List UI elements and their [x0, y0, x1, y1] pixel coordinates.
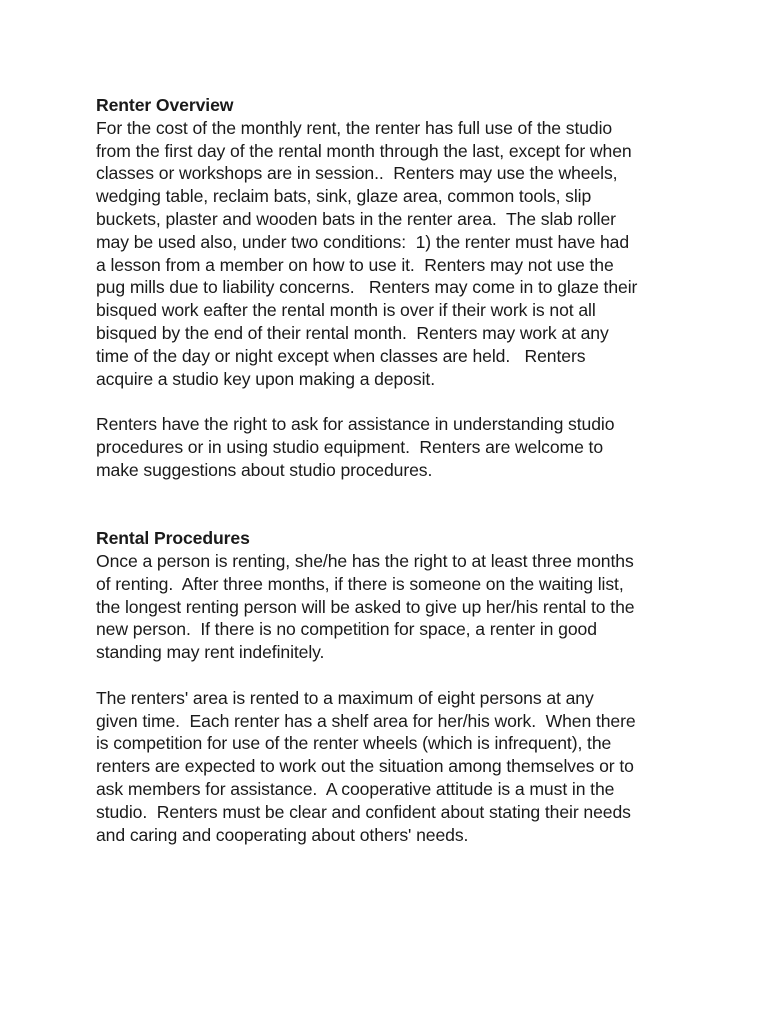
- section-renter-overview: [96, 94, 696, 482]
- section-rental-procedures: [96, 527, 696, 846]
- text-line: is competition for use of the renter wheels (which is infrequent), the: [96, 733, 612, 754]
- text-line: classes or workshops are in session.. Renters may use the wheels,: [96, 163, 618, 184]
- section-heading: Rental Procedures: [96, 528, 250, 549]
- paragraph: [96, 117, 696, 391]
- text-line: Once a person is renting, she/he has the right to at least three months: [96, 550, 634, 571]
- text-line: a lesson from a member on how to use it. Renters may not use the: [96, 254, 614, 275]
- paragraph: [96, 413, 696, 481]
- text-line: new person. If there is no competition for space, a renter in good: [96, 619, 597, 640]
- text-line: Renters have the right to ask for assistance in understanding studio: [96, 414, 615, 435]
- text-line: bisqued work eafter the rental month is over if their work is not all: [96, 300, 596, 321]
- paragraph-spacer: [96, 390, 696, 413]
- text-line: procedures or in using studio equipment. Renters are welcome to: [96, 436, 604, 457]
- text-line: The renters' area is rented to a maximum of eight persons at any: [96, 687, 594, 708]
- text-line: and caring and cooperating about others' needs.: [96, 824, 469, 845]
- text-line: studio. Renters must be clear and confident about stating their needs: [96, 801, 631, 822]
- text-line: bisqued by the end of their rental month. Renters may work at any: [96, 322, 609, 343]
- text-line: ask members for assistance. A cooperative attitude is a must in the: [96, 778, 615, 799]
- paragraph: [96, 550, 696, 664]
- text-line: may be used also, under two conditions: 1) the renter must have had: [96, 231, 630, 252]
- paragraph: [96, 687, 696, 847]
- text-line: standing may rent indefinitely.: [96, 642, 325, 663]
- text-line: from the first day of the rental month through the last, except for when: [96, 140, 632, 161]
- text-line: renters are expected to work out the situation among themselves or to: [96, 756, 634, 777]
- text-line: pug mills due to liability concerns. Renters may come in to glaze their: [96, 277, 638, 298]
- section-spacer: [96, 482, 696, 528]
- section-heading: Renter Overview: [96, 95, 234, 115]
- text-line: make suggestions about studio procedures.: [96, 459, 433, 480]
- paragraph-spacer: [96, 664, 696, 687]
- text-line: For the cost of the monthly rent, the renter has full use of the studio: [96, 117, 613, 138]
- text-line: of renting. After three months, if there is someone on the waiting list,: [96, 573, 624, 594]
- text-line: the longest renting person will be asked to give up her/his rental to the: [96, 596, 635, 617]
- text-line: buckets, plaster and wooden bats in the renter area. The slab roller: [96, 208, 616, 229]
- text-line: acquire a studio key upon making a deposit.: [96, 368, 435, 389]
- text-line: time of the day or night except when classes are held. Renters: [96, 345, 586, 366]
- text-line: wedging table, reclaim bats, sink, glaze area, common tools, slip: [96, 186, 592, 207]
- document-page: [96, 94, 696, 846]
- text-line: given time. Each renter has a shelf area for her/his work. When there: [96, 710, 636, 731]
